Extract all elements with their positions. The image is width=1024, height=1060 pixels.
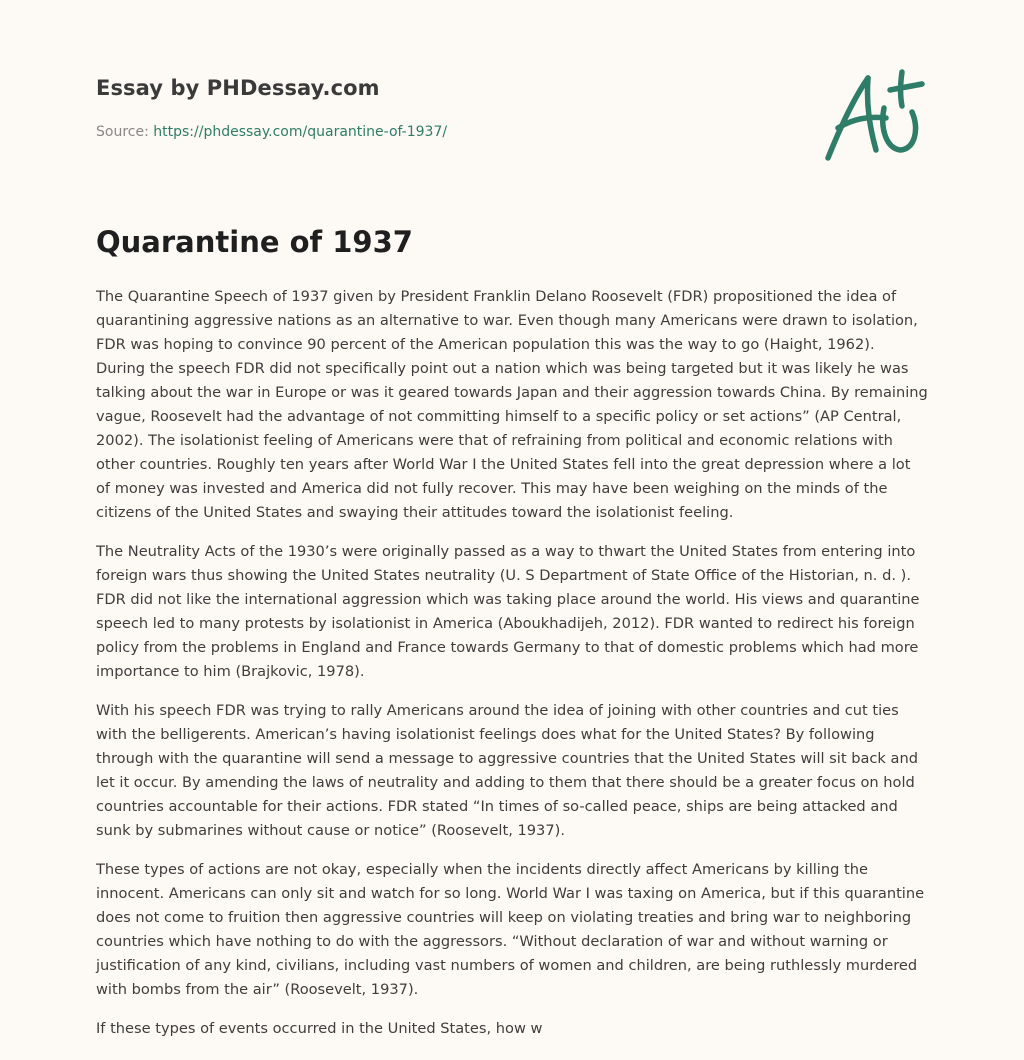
page-header — [96, 0, 928, 200]
essay-body — [96, 285, 928, 1056]
essay-paragraph: The Neutrality Acts of the 1930’s were originally passed as a way to thwart the United States from entering into foreign wars thus showing the United States neutrality (U. S Department of State Office of the Historian, n. d. ). FDR did not like the international aggression which was taking place around the world. His views and quarantine speech led to many protests by isolationist in America (Aboukhadijeh, 2012). FDR wanted to redirect his foreign policy from the problems in England and France towards Germany to that of domestic problems which had more importance to him (Brajkovic, 1978). — [96, 543, 920, 680]
essay-title: Quarantine of 1937 — [96, 225, 413, 259]
source-line — [96, 124, 447, 140]
essay-page — [96, 0, 928, 1037]
site-title: Essay by PHDessay.com — [96, 76, 380, 100]
a-plus-logo-icon — [820, 66, 928, 166]
essay-paragraph: If these types of events occurred in the United States, how w — [96, 1020, 543, 1037]
essay-paragraph: These types of actions are not okay, especially when the incidents directly affect Americans by killing the innocent. Americans can only sit and watch for so long. World War I was taxing on America, but if this quarantine does not come to fruition then aggressive countries will keep on violating treaties and bring war to neighboring countries which have nothing to do with the aggressors. “Without declaration of war and without warning or justification of any kind, civilians, including vast numbers of women and children, are being ruthlessly murdered with bombs from the air” (Roosevelt, 1937). — [96, 861, 925, 998]
source-label: Source: — [96, 124, 149, 140]
source-link[interactable]: https://phdessay.com/quarantine-of-1937/ — [153, 124, 448, 140]
essay-paragraph: With his speech FDR was trying to rally Americans around the idea of joining with other countries and cut ties with the belligerents. American’s having isolationist feelings does what for the United States? By following through with the quarantine will send a message to aggressive countries that the United States will sit back and let it occur. By amending the laws of neutrality and adding to them that there should be a greater focus on hold countries accountable for their actions. FDR stated “In times of so-called peace, ships are being attacked and sunk by submarines without cause or notice” (Roosevelt, 1937). — [96, 702, 918, 839]
essay-paragraph: The Quarantine Speech of 1937 given by President Franklin Delano Roosevelt (FDR) propositioned the idea of quarantining aggressive nations as an alternative to war. Even though many Americans were drawn to isolation, FDR was hoping to convince 90 percent of the American population this was the way to go (Haight, 1962). During the speech FDR did not specifically point out a nation which was being targeted but it was likely he was talking about the war in Europe or was it geared towards Japan and their aggression towards China. By remaining vague, Roosevelt had the advantage of not committing himself to a specific policy or set actions” (AP Central, 2002). The isolationist feeling of Americans were that of refraining from political and economic relations with other countries. Roughly ten years after World War I the United States fell into the great depression where a lot of money was invested and America did not fully recover. This may have been weighing on the minds of the citizens of the United States and swaying their attitudes toward the isolationist feeling. — [96, 288, 928, 521]
